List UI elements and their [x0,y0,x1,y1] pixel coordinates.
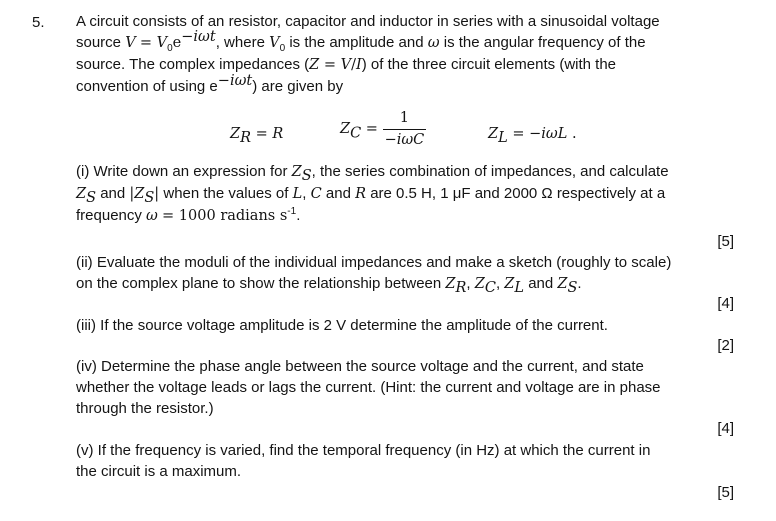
equation-zl: $Z_L = -i\omega L$ . [488,126,577,146]
question-intro [76,11,736,97]
part-iii: (iii) If the source voltage amplitude is 2 V determine the amplitude of the current. [76,317,608,334]
part-ii: (ii) Evaluate the moduli of the individual impedances and make a sketch (roughly to scale) on the complex plane to show the relationship between $Z_R$, $Z_C$, $Z_L$ and $Z_S$. [76,254,672,296]
part-i: (i) Write down an expression for $Z_S$, the series combination of impedances, and calculate $Z_S$ and $|Z_S|$ when the values of L, C and R are 0.5 H, 1 μF and 2000 Ω respectively at a frequency ω = 1000 radians $s^{-1}$. [76,163,669,224]
intro-line-1: A circuit consists of an resistor, capacitor and inductor in series with a sinusoidal voltage [76,13,660,30]
equation-zr: $Z_R = R$ [230,126,284,146]
part-iii-label: (iii) [76,317,96,334]
intro-line-4: convention of using $e^{-i\omega t}$) are given by [76,73,344,95]
part-iv: (iv) Determine the phase angle between the source voltage and the current, and state whether the voltage leads or lags the current. (Hint: the current and voltage are in phase through the resistor.) [76,358,661,417]
part-ii-marks: [4] [717,295,734,312]
part-v-label: (v) [76,442,94,459]
part-iii-marks: [2] [717,337,734,354]
intro-line-2: source $V = V_0e^{-i\omega t}$, where $V_0$ is the amplitude and ω is the angular frequency of the [76,29,646,54]
part-iv-label: (iv) [76,358,97,375]
part-i-marks: [5] [717,233,734,250]
intro-line-3: source. The complex impedances (Z = V/I) of the three circuit elements (with the [76,56,617,73]
part-iv-marks: [4] [717,420,734,437]
part-v-marks: [5] [717,484,734,501]
part-v: (v) If the frequency is varied, find the temporal frequency (in Hz) at which the current in the circuit is a maximum. [76,442,651,480]
question-number: 5. [32,14,45,31]
equation-zc: $Z_C$ = $\frac{1}{\text{−iωC}}$ [340,108,426,151]
part-ii-label: (ii) [76,254,93,271]
part-i-label: (i) [76,163,90,180]
